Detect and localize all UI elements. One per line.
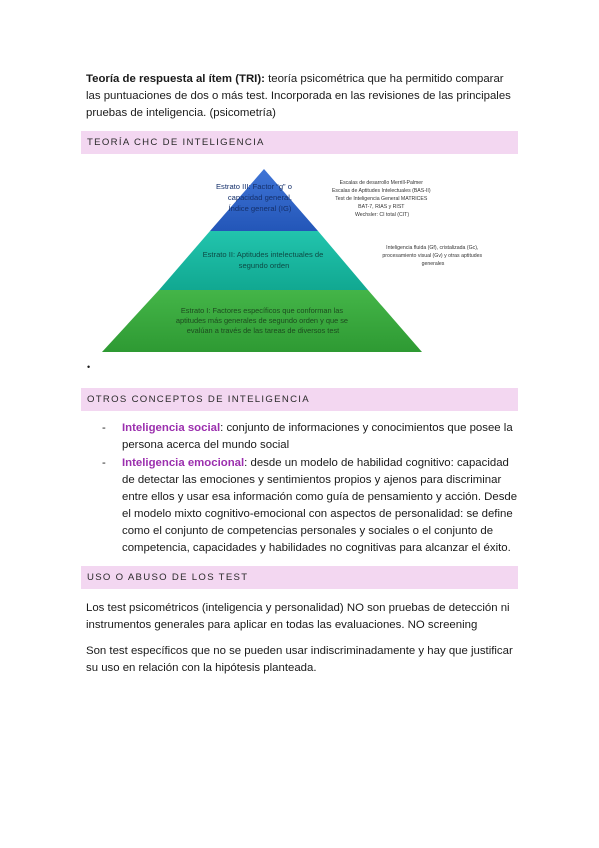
section-title-uso: USO O ABUSO DE LOS TEST: [87, 572, 249, 583]
section-title-chc: TEORÍA CHC DE INTELIGENCIA: [87, 137, 265, 148]
stratum-1-line-2: aptitudes más generales de segundo orden y que se: [175, 316, 349, 325]
stratum-2-line-2: segundo orden: [238, 261, 290, 270]
note-1-line-1: Escalas de desarrollo Merrill-Palmer: [339, 180, 423, 186]
stratum-3-examples: [332, 180, 432, 218]
list-text: : desde un modelo de habilidad cognitivo: capacidad de detectar las emociones y sentimientos propios y ajenos para discriminar entre ellos y usar esa información como guía de pensamiento y acción. Desde el modelo mixto cognitivo-emocional con aspectos de personalidad: se define como el conjunto de competencias personales y sociales o el conjunto de competencia, capacidades y habilidades no cognitivas para alcanzar el éxito.: [122, 457, 518, 554]
stratum-2-line-1: Estrato II: Aptitudes intelectuales de: [202, 250, 324, 259]
section-header-uso: [81, 566, 518, 589]
bullet-marker: •: [87, 362, 91, 372]
stratum-3-label: [216, 182, 294, 213]
list-term: Inteligencia emocional: [122, 457, 245, 469]
list-item-body: [122, 420, 518, 454]
note-1-line-5: Wechsler: CI total (CIT): [354, 212, 410, 218]
list-item-body: [122, 455, 518, 557]
list-dash: -: [102, 422, 106, 434]
stratum-1-label: [176, 306, 350, 335]
intro-text: teoría psicométrica que ha permitido comparar las puntuaciones de dos o más test. Incorporada en las revisiones de las principales pruebas de inteligencia. (psicometría): [86, 73, 511, 119]
intro-term: Teoría de respuesta al ítem (TRI):: [86, 73, 265, 85]
note-1-line-2: Escalas de Aptitudes Intelectuales (BAS-II): [331, 188, 431, 194]
section-header-otros: [81, 388, 518, 411]
uso-paragraph-2: Son test específicos que no se pueden usar indiscriminadamente y hay que justificar su uso en relación con la hipótesis planteada.: [86, 645, 513, 674]
note-1-line-4: BAT-7, RIAS y RIST: [358, 204, 405, 210]
note-1-line-3: Test de Inteligencia General MATRICES: [335, 196, 428, 202]
note-2-line-1: Inteligencia fluida (Gf), cristalizada (Gc),: [386, 245, 479, 251]
stratum-3-line-2: capacidad general,: [227, 193, 293, 202]
stratum-3-line-3: Índice general (IG): [228, 204, 292, 213]
stratum-2-examples: [382, 245, 483, 267]
intro-paragraph: [86, 71, 516, 122]
uso-paragraph-1: Los test psicométricos (inteligencia y personalidad) NO son pruebas de detección ni instrumentos generales para aplicar en todas las evaluaciones. NO screening: [86, 602, 510, 631]
stratum-1-line-1: Estrato I: Factores específicos que conforman las: [180, 306, 344, 315]
section-header-chc: [81, 131, 518, 154]
note-2-line-2: procesamiento visual (Gv) y otras aptitudes: [382, 253, 483, 259]
stratum-1-line-3: evalúan a través de las tareas de diversos test: [186, 326, 340, 335]
stratum-3-line-1: Estrato III: Factor “g” o: [215, 182, 292, 191]
note-2-line-3: generales: [421, 261, 445, 267]
list-dash: -: [102, 457, 106, 469]
list-text: : conjunto de informaciones y conocimientos que posee la persona acerca del mundo social: [122, 422, 513, 451]
chc-pyramid-diagram: [86, 165, 516, 360]
list-term: Inteligencia social: [122, 422, 221, 434]
section-title-otros: OTROS CONCEPTOS DE INTELIGENCIA: [87, 394, 310, 405]
